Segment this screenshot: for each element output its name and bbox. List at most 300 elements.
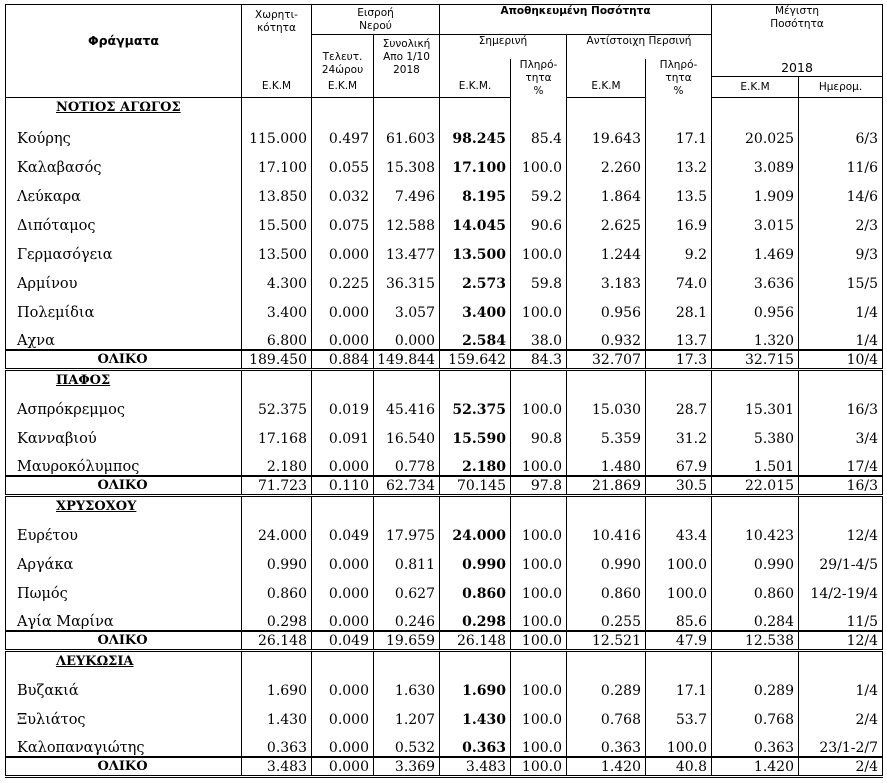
cell-today: 1.430 (440, 699, 511, 728)
section-title: ΛΕΥΚΩΣΙΑ (6, 650, 242, 670)
table-row (6, 515, 883, 544)
table-row (6, 602, 883, 631)
cell-date: 1/4 (799, 292, 883, 321)
dam-name: Πολεμίδια (6, 292, 242, 321)
dams-table (5, 4, 883, 778)
cell-max: 0.768 (712, 699, 799, 728)
cell-max: 10.423 (712, 515, 799, 544)
empty-cell (799, 369, 883, 389)
empty-cell (646, 495, 712, 515)
empty-cell (799, 650, 883, 670)
cell-last: 1.244 (567, 234, 646, 263)
empty-cell (712, 495, 799, 515)
dam-name: Ευρέτου (6, 515, 242, 544)
total-fill: 97.8 (511, 476, 567, 495)
total-lastfill: 47.9 (646, 631, 712, 650)
cell-last: 0.990 (567, 544, 646, 573)
cell-intot: 45.416 (374, 389, 440, 418)
cell-lastfill: 17.1 (646, 670, 712, 699)
empty-cell (312, 495, 374, 515)
empty-cell (712, 369, 799, 389)
cell-cap: 1.690 (242, 670, 312, 699)
cell-max: 0.956 (712, 292, 799, 321)
empty-cell (242, 98, 312, 118)
cell-today: 0.990 (440, 544, 511, 573)
dam-name: Γερμασόγεια (6, 234, 242, 263)
dam-name: Ασπρόκρεμμος (6, 389, 242, 418)
cell-in24: 0.000 (312, 699, 374, 728)
cell-max: 15.301 (712, 389, 799, 418)
cell-in24: 0.000 (312, 573, 374, 602)
cell-cap: 17.168 (242, 418, 312, 447)
empty-cell (312, 650, 374, 670)
empty-cell (712, 650, 799, 670)
table-body (6, 98, 883, 777)
cell-lastfill: 67.9 (646, 447, 712, 476)
table-row (6, 447, 883, 476)
inflow-last-unit: Ε.Κ.Μ (312, 77, 374, 98)
cell-last: 0.255 (567, 602, 646, 631)
total-intot: 62.734 (374, 476, 440, 495)
capacity-header: Χωρητι- κότητα (242, 5, 312, 35)
cell-lastfill: 31.2 (646, 418, 712, 447)
cell-fill: 90.8 (511, 418, 567, 447)
total-max: 1.420 (712, 757, 799, 776)
total-cap: 3.483 (242, 757, 312, 776)
cell-today: 1.690 (440, 670, 511, 699)
dam-name: Ξυλιάτος (6, 699, 242, 728)
empty-cell (374, 369, 440, 389)
total-in24: 0.110 (312, 476, 374, 495)
cell-fill: 100.0 (511, 573, 567, 602)
cell-fill: 100.0 (511, 389, 567, 418)
cell-lastfill: 13.7 (646, 321, 712, 350)
section-title: ΝΟΤΙΟΣ ΑΓΩΓΟΣ (6, 98, 242, 118)
cell-today: 14.045 (440, 205, 511, 234)
cell-max: 1.469 (712, 234, 799, 263)
cell-today: 52.375 (440, 389, 511, 418)
total-today: 3.483 (440, 757, 511, 776)
total-max: 22.015 (712, 476, 799, 495)
cell-date: 2/4 (799, 699, 883, 728)
cell-in24: 0.019 (312, 389, 374, 418)
cell-date: 1/4 (799, 321, 883, 350)
dam-name: Αχνα (6, 321, 242, 350)
cell-cap: 6.800 (242, 321, 312, 350)
cell-in24: 0.000 (312, 728, 374, 757)
dam-name: Βυζακιά (6, 670, 242, 699)
cell-fill: 100.0 (511, 728, 567, 757)
cell-in24: 0.000 (312, 234, 374, 263)
total-cap: 189.450 (242, 350, 312, 369)
cell-intot: 17.975 (374, 515, 440, 544)
total-last: 21.869 (567, 476, 646, 495)
total-date: 16/3 (799, 476, 883, 495)
cell-intot: 1.630 (374, 670, 440, 699)
empty-cell (374, 98, 440, 118)
cell-cap: 24.000 (242, 515, 312, 544)
dam-name: Λεύκαρα (6, 176, 242, 205)
cell-in24: 0.000 (312, 321, 374, 350)
cell-max: 3.015 (712, 205, 799, 234)
total-intot: 19.659 (374, 631, 440, 650)
inflow-total-year (374, 77, 440, 98)
cell-fill: 100.0 (511, 670, 567, 699)
cell-last: 2.260 (567, 147, 646, 176)
cell-intot: 1.207 (374, 699, 440, 728)
cell-date: 3/4 (799, 418, 883, 447)
empty-cell (799, 98, 883, 118)
table-row (6, 573, 883, 602)
cell-cap: 52.375 (242, 389, 312, 418)
section-title: ΧΡΥΣΟΧΟΥ (6, 495, 242, 515)
empty-cell (712, 98, 799, 118)
total-in24: 0.000 (312, 757, 374, 776)
cell-today: 2.180 (440, 447, 511, 476)
cell-today: 0.860 (440, 573, 511, 602)
cell-last: 0.768 (567, 699, 646, 728)
cell-intot: 0.778 (374, 447, 440, 476)
cell-last: 1.480 (567, 447, 646, 476)
cell-cap: 15.500 (242, 205, 312, 234)
max-unit: Ε.Κ.Μ (712, 77, 799, 98)
cell-date: 14/2-19/4 (799, 573, 883, 602)
empty-cell (511, 98, 567, 118)
cell-max: 1.909 (712, 176, 799, 205)
total-label: ΟΛΙΚΟ (6, 476, 242, 495)
dam-name: Μαυροκόλυμπος (6, 447, 242, 476)
empty-cell (567, 650, 646, 670)
total-today: 159.642 (440, 350, 511, 369)
cell-date: 6/3 (799, 118, 883, 147)
empty-cell (312, 98, 374, 118)
total-date: 2/4 (799, 757, 883, 776)
cell-lastfill: 28.1 (646, 292, 712, 321)
cell-today: 2.573 (440, 263, 511, 292)
cell-fill: 100.0 (511, 147, 567, 176)
total-row (6, 631, 883, 650)
cell-in24: 0.091 (312, 418, 374, 447)
storage-lastyear-unit: Ε.Κ.Μ (567, 77, 646, 98)
total-fill: 84.3 (511, 350, 567, 369)
cell-last: 0.289 (567, 670, 646, 699)
cell-intot: 13.477 (374, 234, 440, 263)
total-last: 32.707 (567, 350, 646, 369)
empty-cell (440, 369, 511, 389)
total-max: 12.538 (712, 631, 799, 650)
cell-cap: 4.300 (242, 263, 312, 292)
cell-fill: 59.8 (511, 263, 567, 292)
section-row (6, 650, 883, 670)
cell-max: 20.025 (712, 118, 799, 147)
max-year-header: 2018 (712, 59, 883, 77)
cell-today: 24.000 (440, 515, 511, 544)
table-row (6, 389, 883, 418)
total-today: 70.145 (440, 476, 511, 495)
total-lastfill: 30.5 (646, 476, 712, 495)
empty-cell (567, 495, 646, 515)
section-row (6, 98, 883, 118)
cell-intot: 0.811 (374, 544, 440, 573)
cell-today: 17.100 (440, 147, 511, 176)
cell-cap: 17.100 (242, 147, 312, 176)
total-label: ΟΛΙΚΟ (6, 631, 242, 650)
cell-date: 17/4 (799, 447, 883, 476)
total-max: 32.715 (712, 350, 799, 369)
cell-intot: 0.246 (374, 602, 440, 631)
cell-cap: 0.298 (242, 602, 312, 631)
cell-today: 98.245 (440, 118, 511, 147)
cell-max: 0.284 (712, 602, 799, 631)
cell-lastfill: 13.2 (646, 147, 712, 176)
cell-in24: 0.049 (312, 515, 374, 544)
dam-name: Κούρης (6, 118, 242, 147)
inflow-total-header: Συνολική Απο 1/10 2018 (374, 35, 440, 77)
section-row (6, 495, 883, 515)
cell-intot: 61.603 (374, 118, 440, 147)
total-date: 12/4 (799, 631, 883, 650)
cell-date: 14/6 (799, 176, 883, 205)
cell-fill: 100.0 (511, 515, 567, 544)
cell-intot: 15.308 (374, 147, 440, 176)
empty-cell (440, 98, 511, 118)
cell-cap: 3.400 (242, 292, 312, 321)
table-row (6, 263, 883, 292)
cell-cap: 115.000 (242, 118, 312, 147)
cell-lastfill: 16.9 (646, 205, 712, 234)
cell-today: 2.584 (440, 321, 511, 350)
total-date: 10/4 (799, 350, 883, 369)
empty-cell (511, 495, 567, 515)
cell-in24: 0.000 (312, 544, 374, 573)
cell-intot: 7.496 (374, 176, 440, 205)
cell-fill: 100.0 (511, 544, 567, 573)
cell-max: 0.289 (712, 670, 799, 699)
cell-cap: 1.430 (242, 699, 312, 728)
dam-name: Πωμός (6, 573, 242, 602)
cell-max: 1.501 (712, 447, 799, 476)
cell-last: 0.363 (567, 728, 646, 757)
cell-intot: 12.588 (374, 205, 440, 234)
cell-date: 15/5 (799, 263, 883, 292)
dams-header: Φράγματα (6, 5, 242, 77)
fill-today-header: Πληρό- τητα % (511, 59, 567, 98)
cell-cap: 0.363 (242, 728, 312, 757)
section-row (6, 369, 883, 389)
cell-fill: 100.0 (511, 699, 567, 728)
section-title: ΠΑΦΟΣ (6, 369, 242, 389)
total-cap: 71.723 (242, 476, 312, 495)
cell-fill: 59.2 (511, 176, 567, 205)
dam-name: Κανναβιού (6, 418, 242, 447)
cell-last: 3.183 (567, 263, 646, 292)
cell-max: 3.636 (712, 263, 799, 292)
cell-lastfill: 28.7 (646, 389, 712, 418)
cell-date: 16/3 (799, 389, 883, 418)
cell-cap: 0.990 (242, 544, 312, 573)
cell-in24: 0.000 (312, 447, 374, 476)
table-row (6, 118, 883, 147)
total-lastfill: 40.8 (646, 757, 712, 776)
table-row (6, 418, 883, 447)
empty-cell (511, 650, 567, 670)
total-fill: 100.0 (511, 631, 567, 650)
cell-date: 9/3 (799, 234, 883, 263)
cell-last: 1.864 (567, 176, 646, 205)
table-row (6, 699, 883, 728)
cell-date: 12/4 (799, 515, 883, 544)
cell-max: 0.363 (712, 728, 799, 757)
cell-in24: 0.032 (312, 176, 374, 205)
cell-today: 3.400 (440, 292, 511, 321)
cell-today: 8.195 (440, 176, 511, 205)
cell-date: 29/1-4/5 (799, 544, 883, 573)
dam-name: Καλοπαναγιώτης (6, 728, 242, 757)
dam-name: Καλαβασός (6, 147, 242, 176)
cell-fill: 90.6 (511, 205, 567, 234)
total-intot: 149.844 (374, 350, 440, 369)
cell-max: 1.320 (712, 321, 799, 350)
cell-intot: 16.540 (374, 418, 440, 447)
cell-in24: 0.055 (312, 147, 374, 176)
total-row (6, 476, 883, 495)
cell-last: 0.932 (567, 321, 646, 350)
cell-intot: 0.627 (374, 573, 440, 602)
table-row (6, 234, 883, 263)
cell-date: 23/1-2/7 (799, 728, 883, 757)
cell-fill: 100.0 (511, 602, 567, 631)
empty-cell (374, 495, 440, 515)
cell-last: 10.416 (567, 515, 646, 544)
empty-cell (646, 650, 712, 670)
table-row (6, 728, 883, 757)
cell-in24: 0.075 (312, 205, 374, 234)
empty-cell (646, 369, 712, 389)
dam-name: Αγία Μαρίνα (6, 602, 242, 631)
cell-fill: 100.0 (511, 292, 567, 321)
cell-today: 15.590 (440, 418, 511, 447)
cell-max: 5.380 (712, 418, 799, 447)
cell-fill: 85.4 (511, 118, 567, 147)
cell-last: 2.625 (567, 205, 646, 234)
cell-cap: 13.500 (242, 234, 312, 263)
storage-today-header: Σημερινή (440, 35, 567, 59)
cell-last: 0.860 (567, 573, 646, 602)
cell-in24: 0.000 (312, 292, 374, 321)
cell-lastfill: 74.0 (646, 263, 712, 292)
cell-intot: 0.532 (374, 728, 440, 757)
fill-lastyear-header: Πληρό- τητα % (646, 59, 712, 98)
empty-cell (440, 650, 511, 670)
total-last: 12.521 (567, 631, 646, 650)
total-today: 26.148 (440, 631, 511, 650)
total-label: ΟΛΙΚΟ (6, 757, 242, 776)
cell-cap: 2.180 (242, 447, 312, 476)
dam-name: Διπόταμος (6, 205, 242, 234)
total-fill: 100.0 (511, 757, 567, 776)
empty-cell (567, 98, 646, 118)
cell-fill: 100.0 (511, 447, 567, 476)
storage-header: Αποθηκευμένη Ποσότητα (440, 5, 712, 35)
cell-intot: 0.000 (374, 321, 440, 350)
dam-name: Αρμίνου (6, 263, 242, 292)
total-cap: 26.148 (242, 631, 312, 650)
cell-date: 1/4 (799, 670, 883, 699)
cell-date: 2/3 (799, 205, 883, 234)
cell-cap: 0.860 (242, 573, 312, 602)
cell-fill: 38.0 (511, 321, 567, 350)
table-row (6, 292, 883, 321)
storage-today-unit: Ε.Κ.Μ. (440, 77, 511, 98)
cell-intot: 3.057 (374, 292, 440, 321)
cell-lastfill: 9.2 (646, 234, 712, 263)
total-row (6, 757, 883, 776)
empty-cell (567, 369, 646, 389)
empty-cell (242, 495, 312, 515)
empty-cell (440, 495, 511, 515)
table-row (6, 544, 883, 573)
empty-cell (511, 369, 567, 389)
storage-lastyear-header: Αντίστοιχη Περσινή (567, 35, 712, 59)
dam-name: Αργάκα (6, 544, 242, 573)
cell-last: 5.359 (567, 418, 646, 447)
empty-cell (312, 369, 374, 389)
total-in24: 0.884 (312, 350, 374, 369)
cell-in24: 0.000 (312, 602, 374, 631)
empty-cell (646, 98, 712, 118)
total-last: 1.420 (567, 757, 646, 776)
empty-cell (374, 650, 440, 670)
inflow-header: Εισροή Νερού (312, 5, 440, 35)
cell-today: 0.298 (440, 602, 511, 631)
cell-in24: 0.000 (312, 670, 374, 699)
max-date-header: Ημερομ. (799, 77, 883, 98)
table-row (6, 147, 883, 176)
total-label: ΟΛΙΚΟ (6, 350, 242, 369)
cell-max: 0.990 (712, 544, 799, 573)
cell-lastfill: 13.5 (646, 176, 712, 205)
total-row (6, 350, 883, 369)
cell-date: 11/5 (799, 602, 883, 631)
total-in24: 0.049 (312, 631, 374, 650)
cell-today: 0.363 (440, 728, 511, 757)
cell-today: 13.500 (440, 234, 511, 263)
table-row (6, 205, 883, 234)
cell-lastfill: 85.6 (646, 602, 712, 631)
cell-max: 0.860 (712, 573, 799, 602)
cell-in24: 0.225 (312, 263, 374, 292)
total-intot: 3.369 (374, 757, 440, 776)
cell-lastfill: 17.1 (646, 118, 712, 147)
inflow-last-header: Τελευτ. 24ώρου (312, 35, 374, 77)
cell-last: 0.956 (567, 292, 646, 321)
cell-cap: 13.850 (242, 176, 312, 205)
capacity-unit: Ε.Κ.Μ (242, 77, 312, 98)
cell-lastfill: 100.0 (646, 544, 712, 573)
cell-in24: 0.497 (312, 118, 374, 147)
empty-cell (799, 495, 883, 515)
empty-cell (242, 650, 312, 670)
total-lastfill: 17.3 (646, 350, 712, 369)
cell-lastfill: 53.7 (646, 699, 712, 728)
cell-lastfill: 43.4 (646, 515, 712, 544)
empty-cell (242, 369, 312, 389)
cell-lastfill: 100.0 (646, 573, 712, 602)
max-header: Μέγιστη Ποσότητα (712, 5, 883, 59)
table-header (6, 5, 883, 98)
cell-max: 3.089 (712, 147, 799, 176)
table-row (6, 321, 883, 350)
